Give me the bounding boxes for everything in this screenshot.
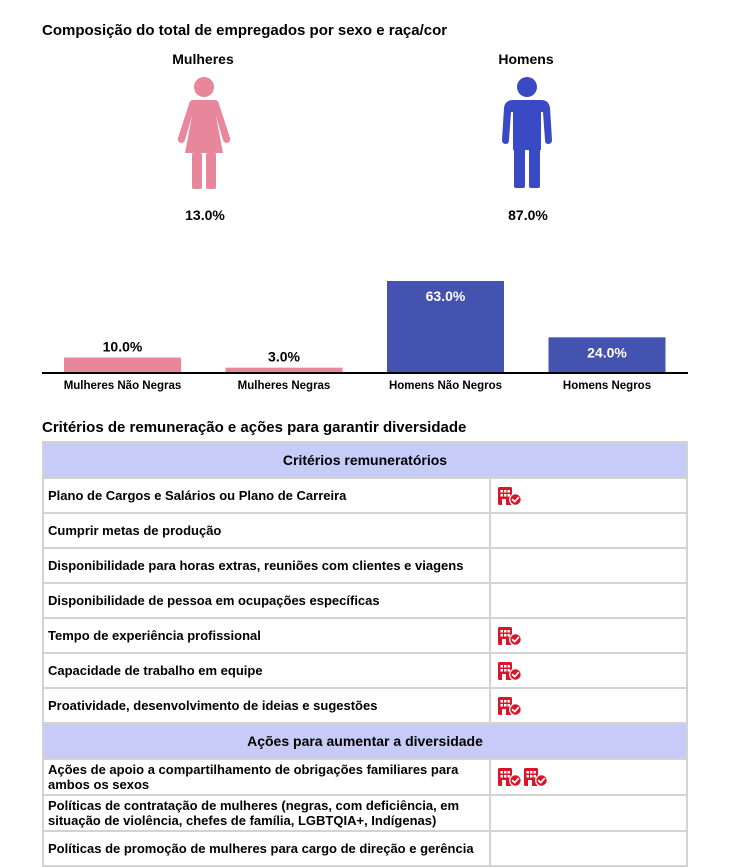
category-label: Homens Não Negros <box>388 380 503 392</box>
section-header-label: Critérios remuneratórios <box>43 442 687 478</box>
criterion-label: Plano de Cargos e Salários ou Plano de Carreira <box>43 478 490 513</box>
women-percent: 13.0% <box>185 207 225 223</box>
men-label: Homens <box>498 51 554 67</box>
table-row <box>43 478 687 513</box>
criterion-label: Tempo de experiência profissional <box>43 618 490 653</box>
bar-0 <box>64 358 181 372</box>
table-row <box>43 688 687 723</box>
building-check-icon <box>523 767 548 787</box>
composition-title: Composição do total de empregados por sexo e raça/cor <box>42 22 448 39</box>
men-percent: 87.0% <box>508 207 548 223</box>
criterion-label: Ações de apoio a compartilhamento de obrigações familiares para ambos os sexos <box>43 759 490 795</box>
section-header-label: Ações para aumentar a diversidade <box>43 723 687 759</box>
bar-value-label: 3.0% <box>268 348 300 365</box>
criterion-label: Disponibilidade de pessoa em ocupações específicas <box>43 583 490 618</box>
building-check-icon <box>497 661 522 681</box>
criterion-icons <box>490 795 687 831</box>
building-check-icon <box>497 626 522 646</box>
table-row <box>43 653 687 688</box>
man-icon <box>501 76 553 190</box>
building-check-icon <box>497 696 522 716</box>
criterion-label: Capacidade de trabalho em equipe <box>43 653 490 688</box>
criterion-icons <box>490 831 687 866</box>
category-label: Mulheres Negras <box>237 380 331 392</box>
criterion-icons <box>490 618 687 653</box>
bar-value-label: 10.0% <box>102 338 143 355</box>
table-row <box>43 618 687 653</box>
bar-value-label: 63.0% <box>425 288 466 304</box>
category-label: Homens Negros <box>562 380 652 392</box>
bar-1 <box>226 368 343 372</box>
table-row <box>43 513 687 548</box>
woman-icon <box>177 76 231 190</box>
table-row <box>43 759 687 795</box>
criterion-label: Disponibilidade para horas extras, reuniões com clientes e viagens <box>43 548 490 583</box>
table-row <box>43 795 687 831</box>
section-header <box>43 442 687 478</box>
criterion-icons <box>490 513 687 548</box>
category-label: Mulheres Não Negras <box>63 380 182 392</box>
section-header <box>43 723 687 759</box>
criterion-label: Cumprir metas de produção <box>43 513 490 548</box>
criteria-title: Critérios de remuneração e ações para garantir diversidade <box>42 419 467 436</box>
table-row <box>43 831 687 866</box>
criterion-icons <box>490 583 687 618</box>
criterion-icons <box>490 759 687 795</box>
race-bar-chart <box>42 270 688 395</box>
bar-value-label: 24.0% <box>587 344 627 361</box>
criterion-icons <box>490 548 687 583</box>
building-check-icon <box>497 486 522 506</box>
women-label: Mulheres <box>172 51 234 67</box>
criterion-label: Políticas de promoção de mulheres para cargo de direção e gerência <box>43 831 490 866</box>
table-row <box>43 583 687 618</box>
criterion-label: Proatividade, desenvolvimento de ideias e sugestões <box>43 688 490 723</box>
criterion-icons <box>490 688 687 723</box>
criterion-icons <box>490 478 687 513</box>
criteria-table <box>42 441 688 867</box>
table-row <box>43 548 687 583</box>
criterion-icons <box>490 653 687 688</box>
criterion-label: Políticas de contratação de mulheres (negras, com deficiência, em situação de violência, chefes de família, LGBTQIA+, Indígenas) <box>43 795 490 831</box>
building-check-icon <box>497 767 522 787</box>
